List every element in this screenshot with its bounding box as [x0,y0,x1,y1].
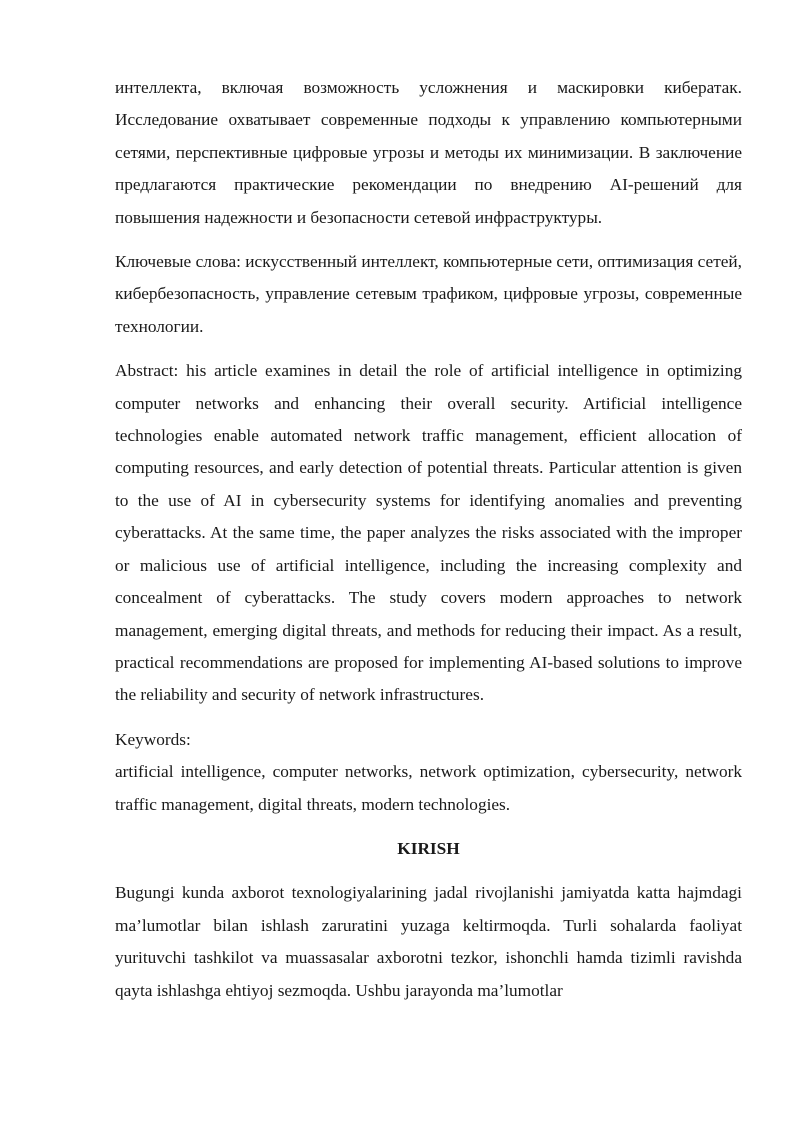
english-abstract: Abstract: his article examines in detail the role of artificial intelligence in optimizing computer networks and enhancing their overall security. Artificial intelligence technologies enable automated network traffic management, efficient allocation of computing resources, and early detection of potential threats. Particular attention is given to the use of AI in cybersecurity systems for identifying anomalies and preventing cyberattacks. At the same time, the paper analyzes the risks associated with the improper or malicious use of artificial intelligence, including the increasing complexity and concealment of cyberattacks. The study covers modern approaches to network management, emerging digital threats, and methods for reducing their impact. As a result, practical recommendations are proposed for implementing AI-based solutions to improve the reliability and security of network infrastructures. [115,361,742,705]
section-heading: KIRISH [397,838,460,858]
russian-abstract-continuation: интеллекта, включая возможность усложнения и маскировки кибератак. Исследование охватывает современные подходы к управлению компьютерными сетями, перспективные цифровые угрозы и методы их минимизации. В заключение предлагаются практические рекомендации по внедрению AI-решений для повышения надежности и безопасности сетевой инфраструктуры. [115,78,742,227]
russian-keywords: Ключевые слова: искусственный интеллект, компьютерные сети, оптимизация сетей, кибербезопасность, управление сетевым трафиком, цифровые угрозы, современные технологии. [115,252,742,336]
english-keywords: artificial intelligence, computer networks, network optimization, cybersecurity, network traffic management, digital threats, modern technologies. [115,762,742,814]
keywords-label: Keywords: [115,729,191,749]
introduction-paragraph: Bugungi kunda axborot texnologiyalarining jadal rivojlanishi jamiyatda katta hajmdagi ma’lumotlar bilan ishlash zaruratini yuzaga keltirmoqda. Turli sohalarda faoliyat yurituvchi tashkilot va muassasalar axborotni tezkor, ishonchli hamda tizimli ravishda qayta ishlashga ehtiyoj sezmoqda. Ushbu jarayonda ma’lumotlar [115,883,742,1000]
